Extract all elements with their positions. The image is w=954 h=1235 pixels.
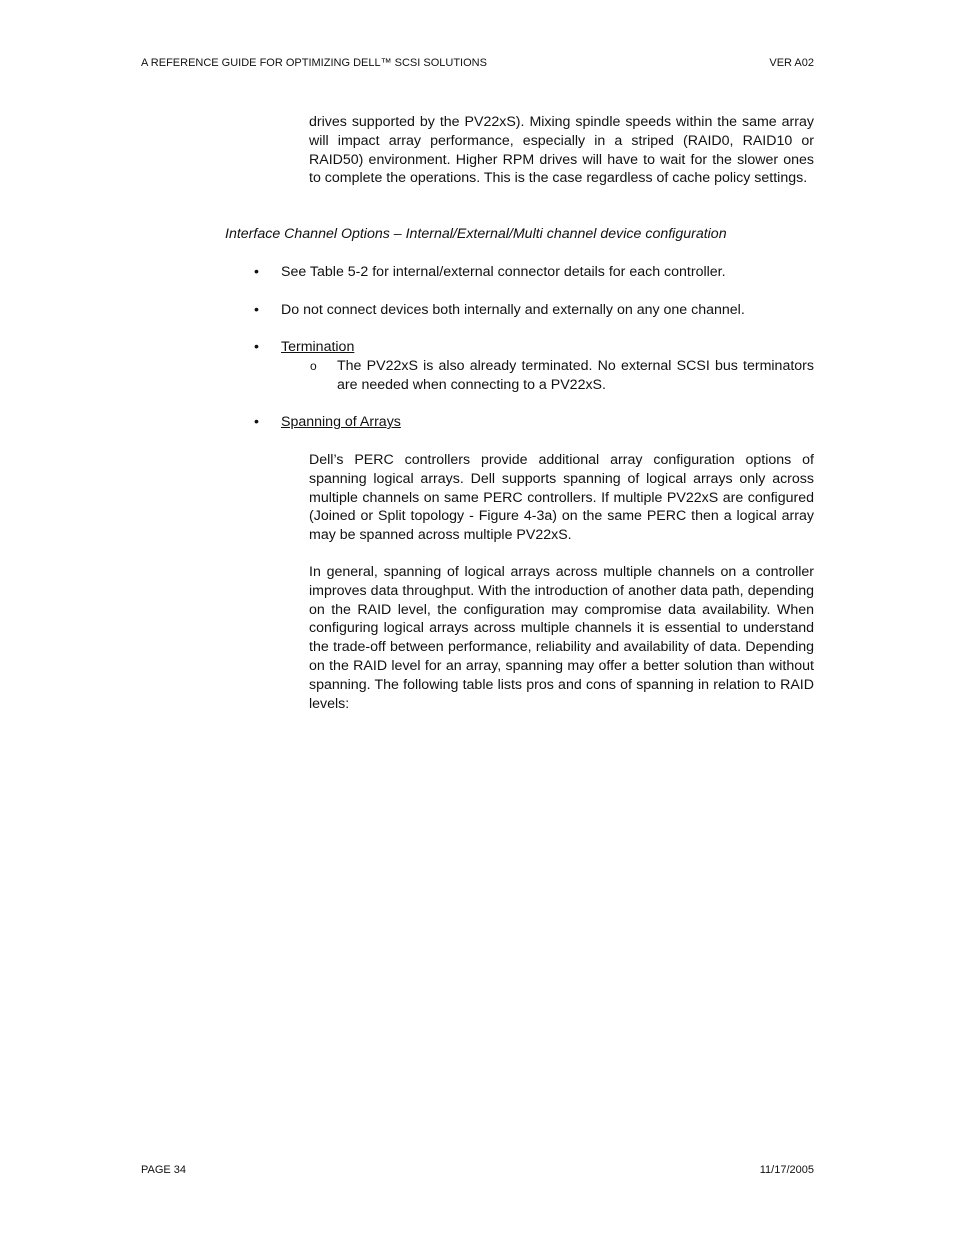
intro-paragraph: drives supported by the PV22xS). Mixing spindle speeds within the same array will impact array performance, especially in a striped (RAID0, RAID10 or RAID50) environment. Higher RPM drives will have to wait for the slower ones to complete the operations. This is the case regardless of cache policy settings. (309, 114, 814, 187)
spanning-paragraph: In general, spanning of logical arrays across multiple channels on a controller improves data throughput. With the introduction of another data path, depending on the RAID level, the configuration may compromise data availability. When configuring logical arrays across multiple channels it is essential to understand the trade-off between performance, reliability and availability of data. Depending on the RAID level for an array, spanning may offer a better solution than without spanning. The following table lists pros and cons of spanning in relation to RAID levels: (309, 564, 814, 712)
bullet-marker: • (254, 339, 259, 355)
header-title: A REFERENCE GUIDE FOR OPTIMIZING DELL™ SCSI SOLUTIONS (141, 57, 487, 69)
termination-heading: Termination (281, 339, 355, 355)
bullet-marker: • (254, 302, 259, 318)
bullet-marker: • (254, 264, 259, 280)
bullet-item: Do not connect devices both internally and externally on any one channel. (281, 302, 745, 318)
header-version: VER A02 (769, 57, 814, 69)
footer-date: 11/17/2005 (759, 1164, 814, 1176)
termination-note: The PV22xS is also already terminated. No external SCSI bus terminators are needed when connecting to a PV22xS. (337, 358, 814, 393)
bullet-marker: • (254, 414, 259, 430)
section-heading: Interface Channel Options – Internal/External/Multi channel device configuration (225, 226, 727, 242)
sub-bullet-marker: o (310, 359, 317, 373)
spanning-paragraph: Dell’s PERC controllers provide additional array configuration options of spanning logical arrays. Dell supports spanning of logical arrays only across multiple channels on same PERC controllers. If multiple PV22xS are configured (Joined or Split topology - Figure 4-3a) on the same PERC then a logical array may be spanned across multiple PV22xS. (309, 452, 814, 544)
spanning-heading: Spanning of Arrays (281, 414, 401, 430)
footer-page-number: PAGE 34 (141, 1164, 187, 1176)
bullet-item: See Table 5-2 for internal/external connector details for each controller. (281, 264, 726, 280)
